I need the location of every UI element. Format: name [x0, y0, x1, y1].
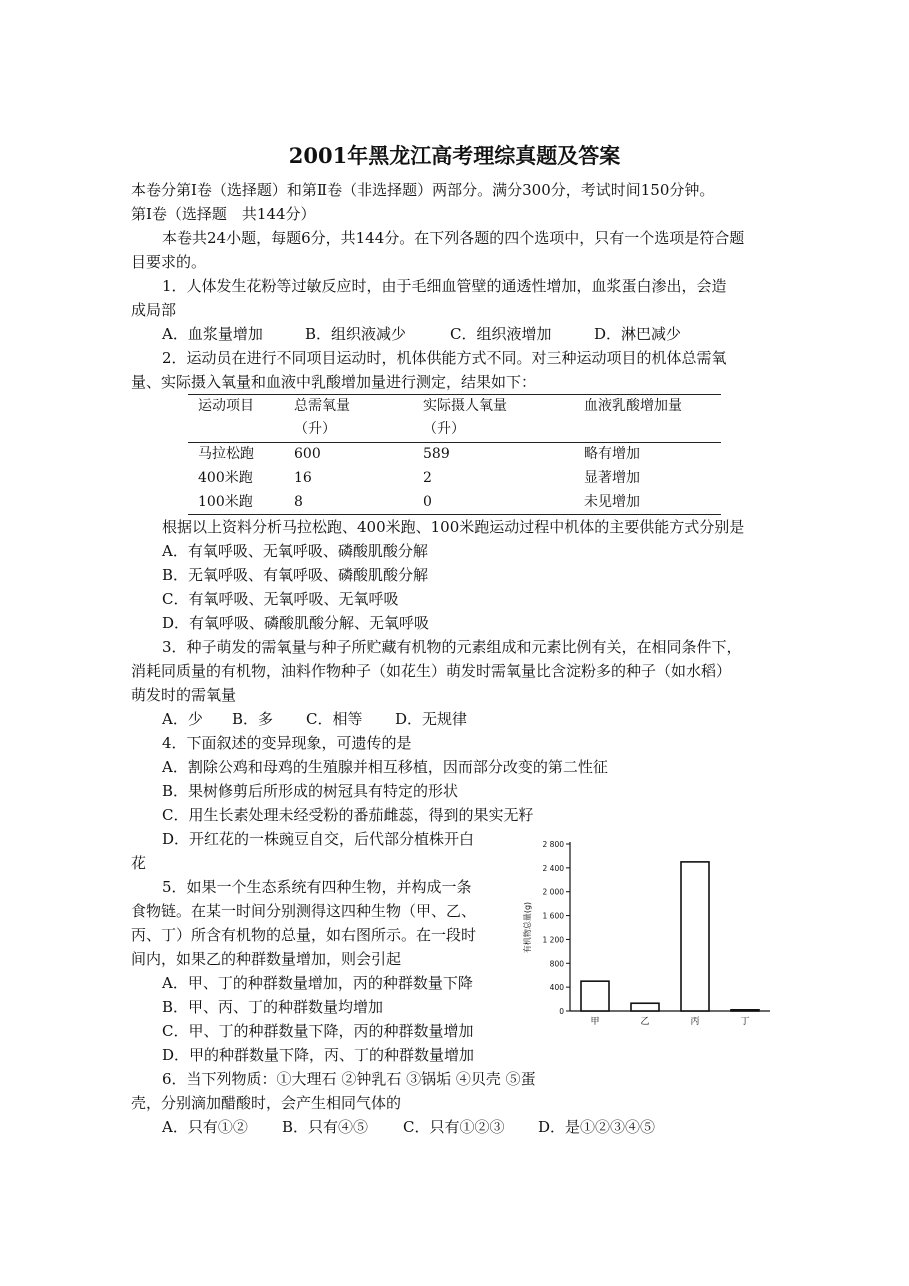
q1-option-c: C．组织液增加	[450, 325, 552, 343]
y-tick-label: 0	[559, 1007, 564, 1016]
table-cell: 8	[294, 494, 303, 510]
page-title: 2001年黑龙江高考理综真题及答案	[288, 143, 621, 168]
x-tick-label: 丙	[690, 1017, 700, 1027]
q5-option-a: A．甲、丁的种群数量增加，丙的种群数量下降	[162, 974, 473, 992]
q5-option-d: D．甲的种群数量下降，丙、丁的种群数量增加	[162, 1046, 475, 1064]
instructions-line: 本卷共24小题，每题6分，共144分。在下列各题的四个选项中，只有一个选项是符合题	[162, 229, 745, 247]
table-bottom-rule	[188, 514, 721, 515]
q4-option-b: B．果树修剪后所形成的树冠具有特定的形状	[162, 782, 459, 800]
y-tick-label: 2 800	[542, 840, 564, 849]
q2-option-c: C．有氧呼吸、无氧呼吸、无氧呼吸	[162, 590, 399, 608]
y-tick-label: 2 000	[542, 887, 564, 897]
q4-option-d-wrap: 花	[131, 854, 147, 872]
q3-option-c: C．相等	[306, 710, 363, 728]
q5-option-c: C．甲、丁的种群数量下降，丙的种群数量增加	[162, 1022, 474, 1040]
table-cell: 400米跑	[198, 470, 253, 486]
table-header: 总需氧量	[294, 398, 350, 414]
question-5-stem: 5．如果一个生态系统有四种生物，并构成一条	[162, 878, 472, 896]
q6-option-d: D．是①②③④⑤	[538, 1118, 656, 1136]
table-header: 实际摄人氧量	[423, 398, 507, 414]
question-1-stem: 1．人体发生花粉等过敏反应时，由于毛细血管壁的通透性增加，血浆蛋白渗出，会造	[162, 277, 727, 295]
table-cell: 未见增加	[584, 494, 640, 510]
y-tick-label: 1 200	[542, 935, 564, 945]
question-3-stem: 萌发时的需氧量	[131, 686, 237, 704]
bar-丙	[681, 862, 709, 1011]
table-top-rule	[188, 394, 721, 395]
organic-matter-bar-chart	[520, 838, 775, 1033]
table-cell: 16	[294, 470, 312, 486]
q3-option-d: D．无规律	[395, 710, 468, 728]
q3-option-b: B．多	[232, 710, 274, 728]
question-3-stem: 消耗同质量的有机物，油料作物种子（如花生）萌发时需氧量比含淀粉多的种子（如水稻）	[131, 662, 732, 680]
table-cell: 100米跑	[198, 494, 253, 510]
q4-option-c: C．用生长素处理未经受粉的番茄雌蕊，得到的果实无籽	[162, 806, 534, 824]
x-tick-label: 丁	[740, 1017, 750, 1027]
y-tick-label: 2 400	[542, 863, 564, 873]
table-header-rule	[188, 442, 721, 443]
y-axis-label: 有机物总量(g)	[523, 901, 532, 954]
q2-option-d: D．有氧呼吸、磷酸肌酸分解、无氧呼吸	[162, 614, 430, 632]
table-header-unit: （升）	[294, 421, 336, 437]
table-cell: 0	[423, 494, 432, 510]
table-header: 血液乳酸增加量	[584, 398, 682, 414]
table-cell: 显著增加	[584, 470, 640, 486]
question-5-stem: 食物链。在某一时间分别测得这四种生物（甲、乙、	[131, 902, 477, 920]
q3-option-a: A．少	[162, 710, 203, 728]
question-5-stem: 丙、丁）所含有机物的总量，如右图所示。在一段时	[131, 926, 477, 944]
bar-乙	[631, 1003, 659, 1011]
question-6-stem: 6．当下列物质：①大理石 ②钟乳石 ③锅垢 ④贝壳 ⑤蛋	[162, 1070, 536, 1088]
q2-option-b: B．无氧呼吸、有氧呼吸、磷酸肌酸分解	[162, 566, 429, 584]
table-cell: 589	[423, 446, 450, 462]
question-2-prompt: 根据以上资料分析马拉松跑、400米跑、100米跑运动过程中机体的主要供能方式分别是	[162, 518, 745, 536]
q6-option-a: A．只有①②	[162, 1118, 248, 1136]
q5-option-b: B．甲、丙、丁的种群数量均增加	[162, 998, 384, 1016]
y-tick-label: 800	[549, 959, 564, 969]
x-tick-label: 乙	[640, 1017, 650, 1027]
intro-line: 本卷分第Ⅰ卷（选择题）和第Ⅱ卷（非选择题）两部分。满分300分，考试时间150分钟。	[131, 181, 715, 199]
q4-option-d: D．开红花的一株豌豆自交，后代部分植株开白	[162, 830, 475, 848]
q1-option-a: A．血浆量增加	[162, 325, 263, 343]
table-cell: 略有增加	[584, 446, 640, 462]
y-tick-label: 1 600	[542, 911, 564, 921]
bar-甲	[581, 981, 609, 1011]
q6-option-c: C．只有①②③	[403, 1118, 505, 1136]
bar-丁	[731, 1010, 759, 1011]
question-3-stem: 3．种子萌发的需氧量与种子所贮藏有机物的元素组成和元素比例有关，在相同条件下，	[162, 638, 742, 656]
question-2-stem: 2．运动员在进行不同项目运动时，机体供能方式不同。对三种运动项目的机体总需氧	[162, 349, 727, 367]
q1-option-d: D．淋巴减少	[594, 325, 682, 343]
q2-option-a: A．有氧呼吸、无氧呼吸、磷酸肌酸分解	[162, 542, 428, 560]
table-cell: 马拉松跑	[198, 446, 254, 462]
q4-option-a: A．割除公鸡和母鸡的生殖腺并相互移植，因而部分改变的第二性征	[162, 758, 608, 776]
question-6-stem: 壳，分别滴加醋酸时，会产生相同气体的	[131, 1094, 402, 1112]
question-4-stem: 4．下面叙述的变异现象，可遗传的是	[162, 734, 412, 752]
q6-option-b: B．只有④⑤	[282, 1118, 369, 1136]
question-5-stem: 间内，如果乙的种群数量增加，则会引起	[131, 950, 402, 968]
q1-option-b: B．组织液减少	[305, 325, 407, 343]
instructions-line: 目要求的。	[131, 253, 207, 271]
y-tick-label: 400	[549, 983, 564, 993]
x-tick-label: 甲	[590, 1017, 600, 1027]
section-heading: 第Ⅰ卷（选择题 共144分）	[131, 205, 316, 223]
table-cell: 2	[423, 470, 432, 486]
question-1-stem: 成局部	[131, 301, 177, 319]
table-header-unit: （升）	[423, 421, 465, 437]
table-cell: 600	[294, 446, 321, 462]
table-header: 运动项目	[198, 398, 254, 414]
question-2-stem: 量、实际摄入氧量和血液中乳酸增加量进行测定，结果如下：	[131, 373, 537, 391]
